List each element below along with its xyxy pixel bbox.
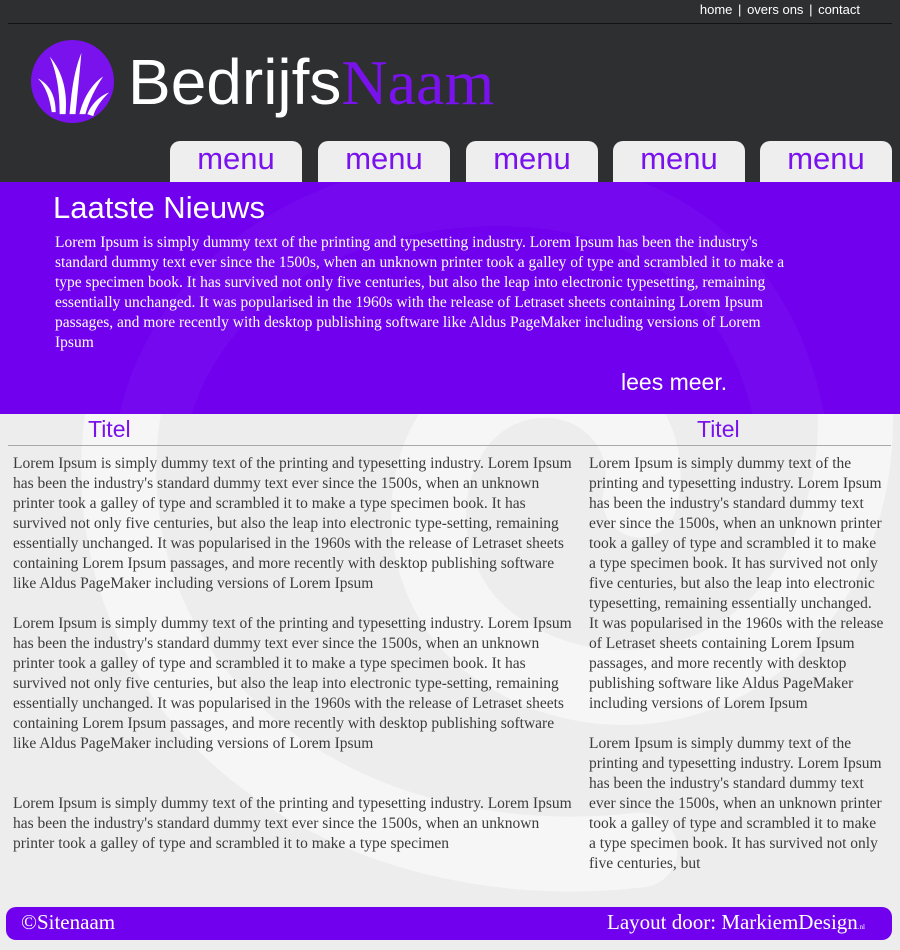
menu-tab-5[interactable]: menu [760,141,892,182]
brand-name-part2: Naam [341,47,495,118]
top-navigation [700,2,860,17]
site-header [0,0,900,182]
nav-link-about[interactable]: overs ons [747,2,804,17]
left-column [13,454,577,894]
footer-credit-prefix: Layout door: [607,910,722,934]
left-paragraph-1: Lorem Ipsum is simply dummy text of the printing and typesetting industry. Lorem Ipsum has been the industry's standard dummy text ever since the 1500s, when an unknown printer took a galley of type and scrambled it to make a type specimen book. It has survived not only five centuries, but also the leap into electronic type-setting, remaining essentially unchanged. It was popularised in the 1960s with the release of Letraset sheets containing Lorem Ipsum passages, and more recently with desktop publishing software like Aldus PageMaker including versions of Lorem Ipsum [13,455,572,592]
menu-tab-1[interactable]: menu [170,141,302,182]
site-footer [6,907,892,940]
news-title: Laatste Nieuws [53,190,265,225]
brand-name[interactable] [128,42,494,123]
logo-icon[interactable] [30,39,115,124]
menu-tab-4[interactable]: menu [613,141,745,182]
menu-tab-3[interactable]: menu [466,141,598,182]
right-paragraph-1: Lorem Ipsum is simply dummy text of the printing and typesetting industry. Lorem Ipsum has been the industry's standard dummy text ever since the 1500s, when an unknown printer took a galley of type and scrambled it to make a type specimen book. It has survived not only five centuries, but also the leap into electronic typesetting, remaining essentially unchanged. It was popularised in the 1960s with the release of Letraset sheets containing Lorem Ipsum passages, and more recently with desktop publishing software like Aldus PageMaker including versions of Lorem Ipsum [589,455,884,712]
right-column-title: Titel [697,416,740,442]
brand-name-part1: Bedrijfs [128,46,342,118]
nav-separator: | [809,2,813,17]
news-text: Lorem Ipsum is simply dummy text of the printing and typesetting industry. Lorem Ipsum has been the industry's standard dummy text ever since the 1500s, when an unknown printer took a galley of type and scrambled it to make a type specimen book. It has survived not only five centuries, but also the leap into electronic typesetting, remaining essentially unchanged. It was popularised in the 1960s with the release of Letraset sheets containing Lorem Ipsum passages, and more recently with desktop publishing software like Aldus PageMaker including versions of Lorem Ipsum [55,234,785,351]
footer-copyright: ©Sitenaam [21,910,116,934]
left-paragraph-3: Lorem Ipsum is simply dummy text of the printing and typesetting industry. Lorem Ipsum has been the industry's standard dummy text ever since the 1500s, when an unknown printer took a galley of type and scrambled it to make a type specimen [13,795,572,852]
header-divider [8,23,892,24]
read-more-link[interactable]: lees meer. [621,369,728,395]
left-paragraph-2: Lorem Ipsum is simply dummy text of the printing and typesetting industry. Lorem Ipsum has been the industry's standard dummy text ever since the 1500s, when an unknown printer took a galley of type and scrambled it to make a type specimen book. It has survived not only five centuries, but also the leap into electronic type-setting, remaining essentially unchanged. It was popularised in the 1960s with the release of Letraset sheets containing Lorem Ipsum passages, and more recently with desktop publishing software like Aldus PageMaker including versions of Lorem Ipsum [13,615,572,752]
right-paragraph-2: Lorem Ipsum is simply dummy text of the printing and typesetting industry. Lorem Ipsum has been the industry's standard dummy text ever since the 1500s, when an unknown printer took a galley of type and scrambled it to make a type specimen book. It has survived not only five centuries, but [589,735,882,872]
nav-separator: | [738,2,742,17]
content-divider [8,445,891,446]
footer-credit-suffix: .nl [857,923,865,931]
left-column-title: Titel [88,416,131,442]
nav-link-home[interactable]: home [699,2,733,17]
footer-credit [607,910,865,935]
menu-tab-2[interactable]: menu [318,141,450,182]
news-banner [0,182,900,414]
nav-link-contact[interactable]: contact [818,2,860,17]
footer-credit-link[interactable]: MarkiemDesign [721,910,858,934]
right-column [589,454,885,894]
